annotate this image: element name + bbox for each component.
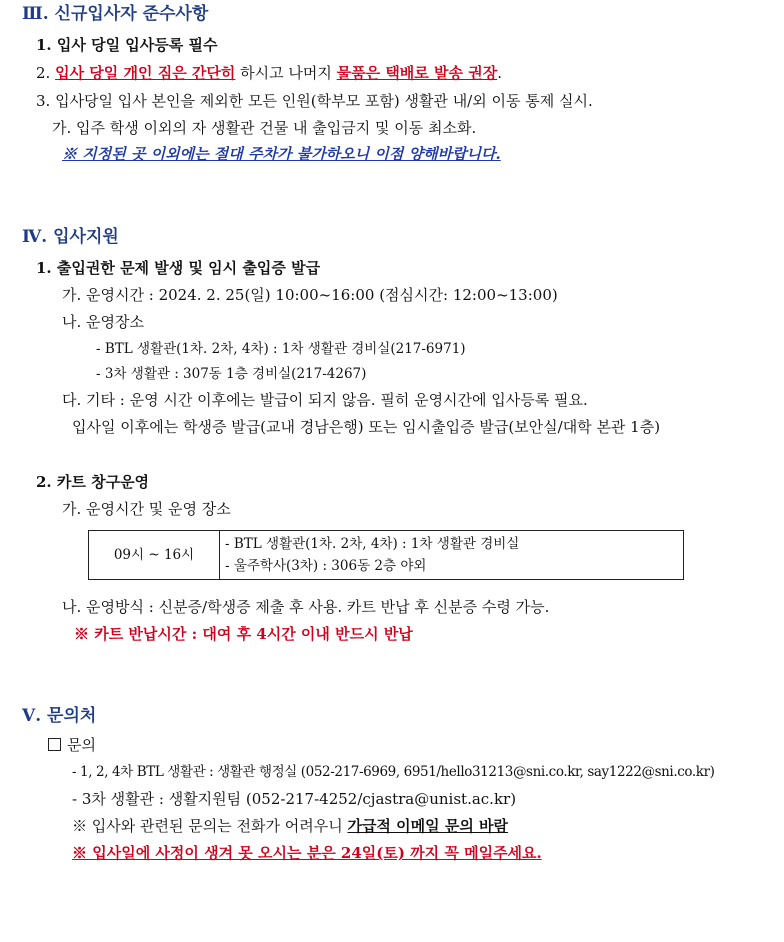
- s4-item-1b-line1: - BTL 생활관(1차. 2차, 4차) : 1차 생활관 경비실(217-6971): [96, 341, 466, 357]
- s3-item-2-red1: 입사 당일 개인 짐은 간단히: [55, 64, 236, 82]
- s5-contact-2: - 3차 생활관 : 생활지원팀 (052-217-4252/cjastra@unist.ac.kr): [72, 790, 517, 808]
- cart-location-cell: [220, 531, 684, 580]
- s4-item-2: 2. 카트 창구운영: [36, 473, 150, 491]
- checkbox-icon: [48, 738, 61, 751]
- s3-parking-note: ※ 지정된 곳 이외에는 절대 주차가 불가하오니 이점 양해바랍니다.: [62, 145, 501, 163]
- s4-item-1: 1. 출입권한 문제 발생 및 임시 출입증 발급: [36, 259, 321, 277]
- s5-inquiry-text: 문의: [67, 736, 96, 754]
- s3-item-2: [36, 62, 502, 84]
- s4-item-1a: 가. 운영시간 : 2024. 2. 25(일) 10:00~16:00 (점심시간: 12:00~13:00): [62, 286, 558, 304]
- s4-item-2b: 나. 운영방식 : 신분증/학생증 제출 후 사용. 카트 반납 후 신분증 수령 가능.: [62, 598, 550, 616]
- section-4-title: Ⅳ. 입사지원: [22, 227, 119, 247]
- s3-item-2-mid: 하시고 나머지: [235, 64, 337, 82]
- s3-item-2-num: 2.: [36, 64, 56, 82]
- s4-item-1b: 나. 운영장소: [62, 313, 144, 331]
- cart-location-2: - 울주학사(3차) : 306동 2층 야외: [225, 558, 427, 574]
- s5-absence-note: ※ 입사일에 사정이 생겨 못 오시는 분은 24일(토) 까지 꼭 메일주세요.: [72, 844, 542, 862]
- s3-item-2-red2: 물품은 택배로 발송 권장: [336, 64, 498, 82]
- s5-email-note: [72, 815, 508, 837]
- s4-item-2a: 가. 운영시간 및 운영 장소: [62, 500, 231, 518]
- s4-item-1c-cont: 입사일 이후에는 학생증 발급(교내 경남은행) 또는 임시출입증 발급(보안실/대학 본관 1층): [72, 418, 661, 436]
- s4-item-1b-line2: - 3차 생활관 : 307동 1층 경비실(217-4267): [96, 366, 367, 382]
- s3-item-1: 1. 입사 당일 입사등록 필수: [36, 36, 218, 54]
- s5-inquiry-label: [48, 734, 96, 756]
- s3-item-2-end: .: [497, 64, 502, 82]
- table-row: [89, 531, 684, 580]
- s4-cart-return-note: ※ 카트 반납시간 : 대여 후 4시간 이내 반드시 반납: [74, 625, 413, 643]
- s5-email-note-pre: ※ 입사와 관련된 문의는 전화가 어려우니: [72, 817, 348, 835]
- cart-hours-cell: 09시 ~ 16시: [89, 531, 220, 580]
- section-3-title: Ⅲ. 신규입사자 준수사항: [22, 4, 209, 24]
- cart-schedule-table: [88, 530, 684, 580]
- s4-item-1c: 다. 기타 : 운영 시간 이후에는 발급이 되지 않음. 필히 운영시간에 입사등록 필요.: [62, 391, 588, 409]
- s3-item-3: 3. 입사당일 입사 본인을 제외한 모든 인원(학부모 포함) 생활관 내/외 이동 통제 실시.: [36, 92, 593, 110]
- s3-item-3a: 가. 입주 학생 이외의 자 생활관 건물 내 출입금지 및 이동 최소화.: [52, 119, 477, 137]
- s5-contact-1: - 1, 2, 4차 BTL 생활관 : 생활관 행정실 (052-217-6969, 6951/hello31213@sni.co.kr, say1222@sni.co.kr): [72, 764, 715, 780]
- s5-email-note-emph: 가급적 이메일 문의 바람: [347, 817, 509, 835]
- cart-location-1: - BTL 생활관(1차. 2차, 4차) : 1차 생활관 경비실: [225, 536, 520, 552]
- section-5-title: Ⅴ. 문의처: [22, 706, 97, 726]
